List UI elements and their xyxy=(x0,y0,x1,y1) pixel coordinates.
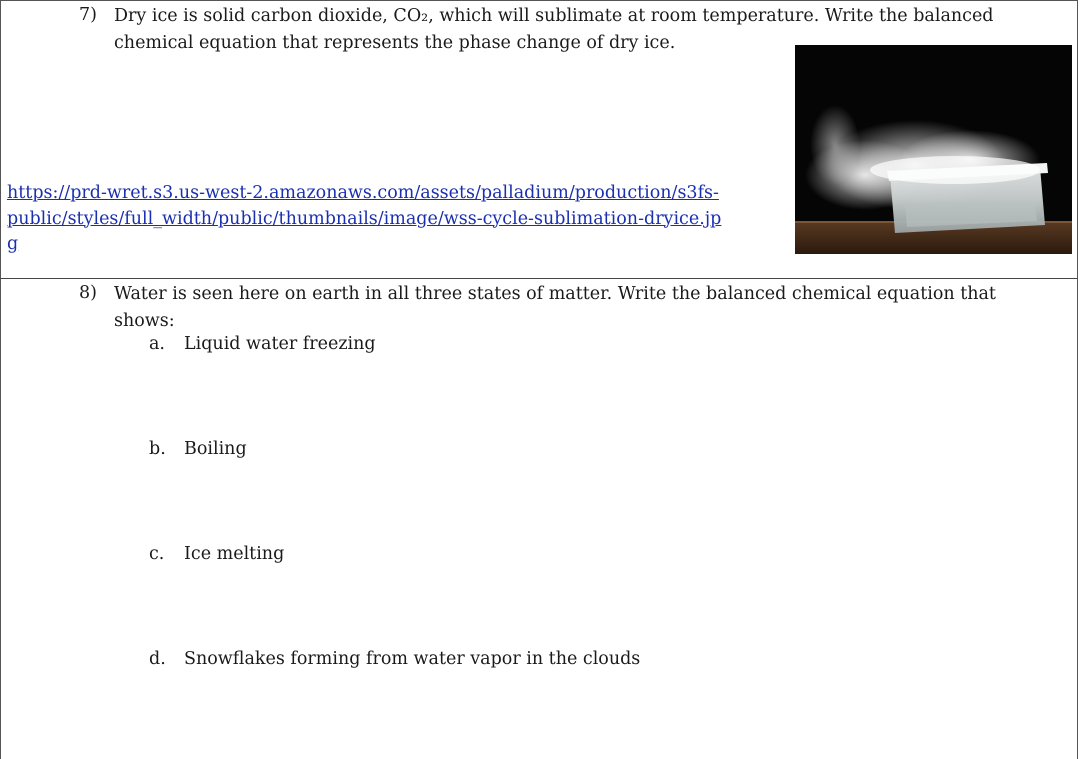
question-7-cell xyxy=(0,0,1078,279)
dry-ice-sublimation-photo xyxy=(795,45,1072,254)
question-8-text-line1: Water is seen here on earth in all three states of matter. Write the balanced chemical equation that xyxy=(114,284,996,304)
item-b-letter: b. xyxy=(149,439,166,459)
item-a-text: Liquid water freezing xyxy=(184,334,376,354)
question-7-text-line1: Dry ice is solid carbon dioxide, CO₂, which will sublimate at room temperature. Write the balanced xyxy=(114,6,994,26)
question-8-number: 8) xyxy=(79,283,97,303)
item-c-letter: c. xyxy=(149,544,165,564)
item-d-text: Snowflakes forming from water vapor in the clouds xyxy=(184,649,641,669)
item-d-letter: d. xyxy=(149,649,166,669)
question-7-number: 7) xyxy=(79,5,97,25)
image-source-link[interactable]: https://prd-wret.s3.us-west-2.amazonaws.com/assets/palladium/production/s3fs-public/styles/full_width/public/thumbnails/image/wss-cycle-sublimation-dryice.jpg xyxy=(7,183,722,254)
item-c-text: Ice melting xyxy=(184,544,285,564)
item-b-text: Boiling xyxy=(184,439,247,459)
question-8-cell xyxy=(0,279,1078,759)
question-7-text-line2: chemical equation that represents the phase change of dry ice. xyxy=(114,33,676,53)
item-a-letter: a. xyxy=(149,334,165,354)
question-8-text-line2: shows: xyxy=(114,311,175,331)
